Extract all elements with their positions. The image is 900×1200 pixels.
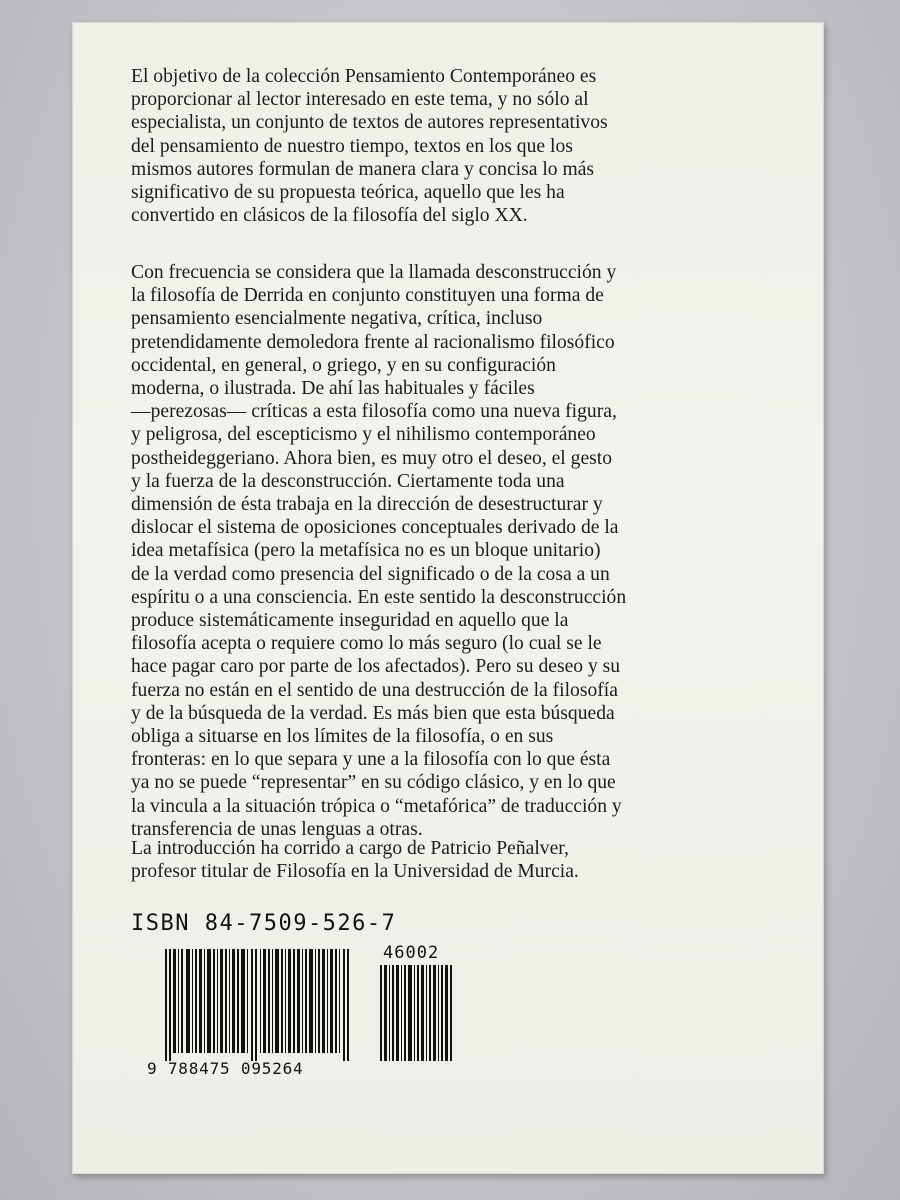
introduction-credit: La introducción ha corrido a cargo de Patricio Peñalver, profesor titular de Filosofía en la Universidad de Murcia. (131, 838, 579, 883)
book-synopsis: Con frecuencia se considera que la llamada desconstrucción y la filosofía de Derrida en conjunto constituyen una forma de pensamiento esencialmente negativa, crítica, incluso pretendidamente demoledora frente al racionalismo filosófico occidental, en general, o griego, y en su configuración moderna, o ilustrada. De ahí las habituales y fáciles —perezosas— críticas a esta filosofía como una nueva figura, y peligrosa, del escepticismo y el nihilismo contemporáneo postheideggeriano. Ahora bien, es muy otro el deseo, el gesto y la fuerza de la desconstrucción. Ciertamente toda una dimensión de ésta trabaja en la dirección de desestructurar y dislocar el sistema de oposiciones conceptuales derivado de la idea metafísica (pero la metafísica no es un bloque unitario) de la verdad como presencia del significado o de la cosa a un espíritu o a una consciencia. En este sentido la desconstrucción produce sistemáticamente inseguridad en aquello que la filosofía acepta o requiere como lo más seguro (lo cual se le hace pagar caro por parte de los afectados). Pero su deseo y su fuerza no están en el sentido de una destrucción de la filosofía y de la búsqueda de la verdad. Es más bien que esta búsqueda obliga a situarse en los límites de la filosofía, o en sus fronteras: en lo que separa y une a la filosofía con lo que ésta ya no se puede “representar” en su código clásico, y en lo que la vincula a la situación trópica o “metafórica” de traducción y transferencia de unas lenguas a otras. (131, 262, 627, 840)
book-back-cover (72, 22, 824, 1174)
isbn-label: ISBN 84-7509-526-7 (131, 911, 397, 936)
addon-barcode-bars (378, 965, 458, 1061)
barcode (133, 943, 473, 1089)
addon-code: 46002 (383, 943, 440, 963)
collection-description: El objetivo de la colección Pensamiento Contemporáneo es proporcionar al lector interesado en este tema, y no sólo al especialista, un conjunto de textos de autores representativos del pensamiento de nuestro tiempo, textos en los que los mismos autores formulan de manera clara y concisa lo más significativo de su propuesta teórica, aquello que les ha convertido en clásicos de la filosofía del siglo XX. (131, 66, 608, 227)
ean-barcode-bars (163, 949, 363, 1061)
ean-code: 9 788475 095264 (147, 1059, 304, 1078)
